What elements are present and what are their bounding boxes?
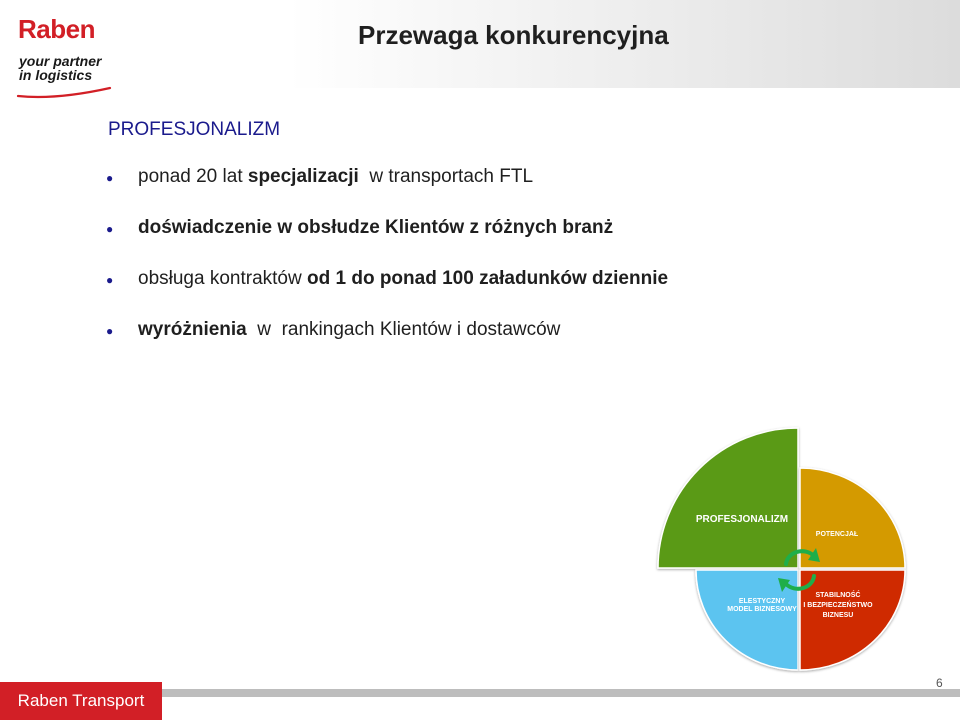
bullet-item (106, 268, 668, 319)
bullet-text-regular: obsługa kontraktów (138, 268, 307, 289)
section-heading: PROFESJONALIZM (108, 119, 281, 140)
footer-label: Raben Transport (0, 682, 162, 720)
bullet-text-regular: ponad 20 lat (138, 166, 248, 187)
label-elastyczny-line1: ELESTYCZNY (738, 598, 786, 605)
bullet-text-regular: w transportach FTL (358, 166, 534, 187)
bullet-dot-icon: ● (106, 273, 114, 287)
page-number: 6 (936, 676, 943, 690)
label-stabilnosc-line3: BIZNESU (822, 612, 854, 619)
bullet-item (106, 319, 668, 370)
bullet-text-regular: w rankingach Klientów i dostawców (246, 319, 561, 340)
segment-stabilnosc (800, 570, 905, 670)
bullet-dot-icon: ● (106, 171, 114, 185)
bullet-item (106, 217, 668, 268)
segment-profesjonalizm (658, 428, 798, 568)
label-profesjonalizm: PROFESJONALIZM (695, 514, 789, 525)
logo-swoosh-icon (16, 86, 112, 100)
bullet-text-bold: wyróżnienia (138, 319, 247, 340)
bullet-text-bold: od 1 do ponad 100 załadunków dziennie (307, 268, 669, 289)
bullet-list (106, 166, 668, 370)
logo-tagline-line2: in logistics (19, 67, 93, 83)
label-stabilnosc-line2: I BEZPIECZEŃSTWO (803, 602, 873, 609)
bullet-text-bold: doświadczenie w obsłudze Klientów z różnych branż (138, 217, 614, 238)
bullet-dot-icon: ● (106, 222, 114, 236)
logo-tagline-line1: your partner (19, 53, 102, 69)
bullet-dot-icon: ● (106, 324, 114, 338)
slide-title: Przewaga konkurencyjna (358, 20, 669, 50)
label-elastyczny-line2: MODEL BIZNESOWY (727, 606, 797, 613)
logo-tagline (19, 54, 101, 82)
label-potencjal: POTENCJAŁ (815, 531, 859, 538)
bullet-item (106, 166, 668, 217)
raben-logo (16, 14, 126, 100)
label-stabilnosc-line1: STABILNOŚĆ (815, 592, 861, 599)
bullet-text-bold: specjalizacji (247, 166, 359, 187)
logo-name: Raben (18, 14, 95, 44)
competitive-advantage-diagram (630, 420, 920, 680)
